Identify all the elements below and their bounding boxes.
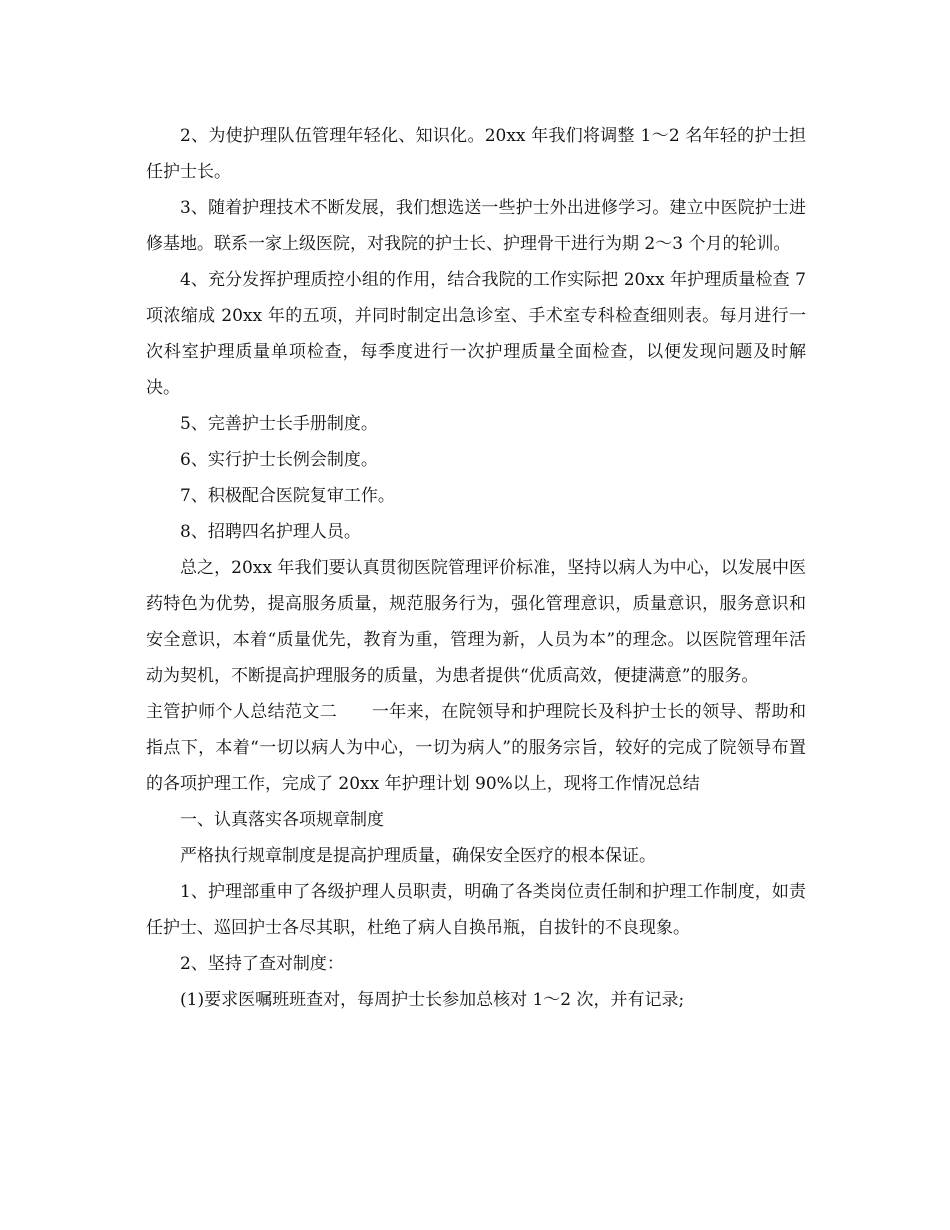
paragraph-section-two-intro: 主管护师个人总结范文二 一年来，在院领导和护理院长及科护士长的领导、帮助和指点下，本着“一切以病人为中心，一切为病人”的服务宗旨，较好的完成了院领导布置的各项护理工作，完成了 20xx 年护理计划 90%以上，现将工作情况总结 — [146, 702, 806, 794]
paragraph-item-4: 4、充分发挥护理质控小组的作用，结合我院的工作实际把 20xx 年护理质量检查 7 项浓缩成 20xx 年的五项，并同时制定出急诊室、手术室专科检查细则表。每月进行一次科室护理质量单项检查，每季度进行一次护理质量全面检查，以便发现问题及时解决。 — [146, 270, 806, 398]
paragraph-item-2: 2、为使护理队伍管理年轻化、知识化。20xx 年我们将调整 1～2 名年轻的护士担任护士长。 — [146, 126, 806, 182]
paragraph-rules-intro: 严格执行规章制度是提高护理质量，确保安全医疗的根本保证。 — [180, 846, 656, 866]
section-heading-rules: 一、认真落实各项规章制度 — [180, 810, 384, 830]
paragraph-rules-item-2: 2、坚持了查对制度： — [180, 954, 344, 974]
paragraph-rules-item-1: 1、护理部重申了各级护理人员职责，明确了各类岗位责任制和护理工作制度，如责任护士、巡回护士各尽其职，杜绝了病人自换吊瓶，自拔针的不良现象。 — [146, 882, 806, 938]
paragraph-item-3: 3、随着护理技术不断发展，我们想选送一些护士外出进修学习。建立中医院护士进修基地。联系一家上级医院，对我院的护士长、护理骨干进行为期 2～3 个月的轮训。 — [146, 198, 806, 254]
paragraph-item-6: 6、实行护士长例会制度。 — [180, 450, 378, 470]
paragraph-item-8: 8、招聘四名护理人员。 — [180, 522, 361, 542]
paragraph-rules-subitem-1: (1)要求医嘱班班查对，每周护士长参加总核对 1～2 次，并有记录; — [180, 990, 685, 1010]
paragraph-summary: 总之，20xx 年我们要认真贯彻医院管理评价标准，坚持以病人为中心，以发展中医药特色为优势，提高服务质量，规范服务行为，强化管理意识，质量意识，服务意识和安全意识，本着“质量优先，教育为重，管理为新，人员为本”的理念。以医院管理年活动为契机，不断提高护理服务的质量，为患者提供“优质高效，便捷满意”的服务。 — [146, 558, 806, 686]
document-body — [146, 118, 806, 1018]
paragraph-item-7: 7、积极配合医院复审工作。 — [180, 486, 395, 506]
paragraph-item-5: 5、完善护士长手册制度。 — [180, 414, 378, 434]
